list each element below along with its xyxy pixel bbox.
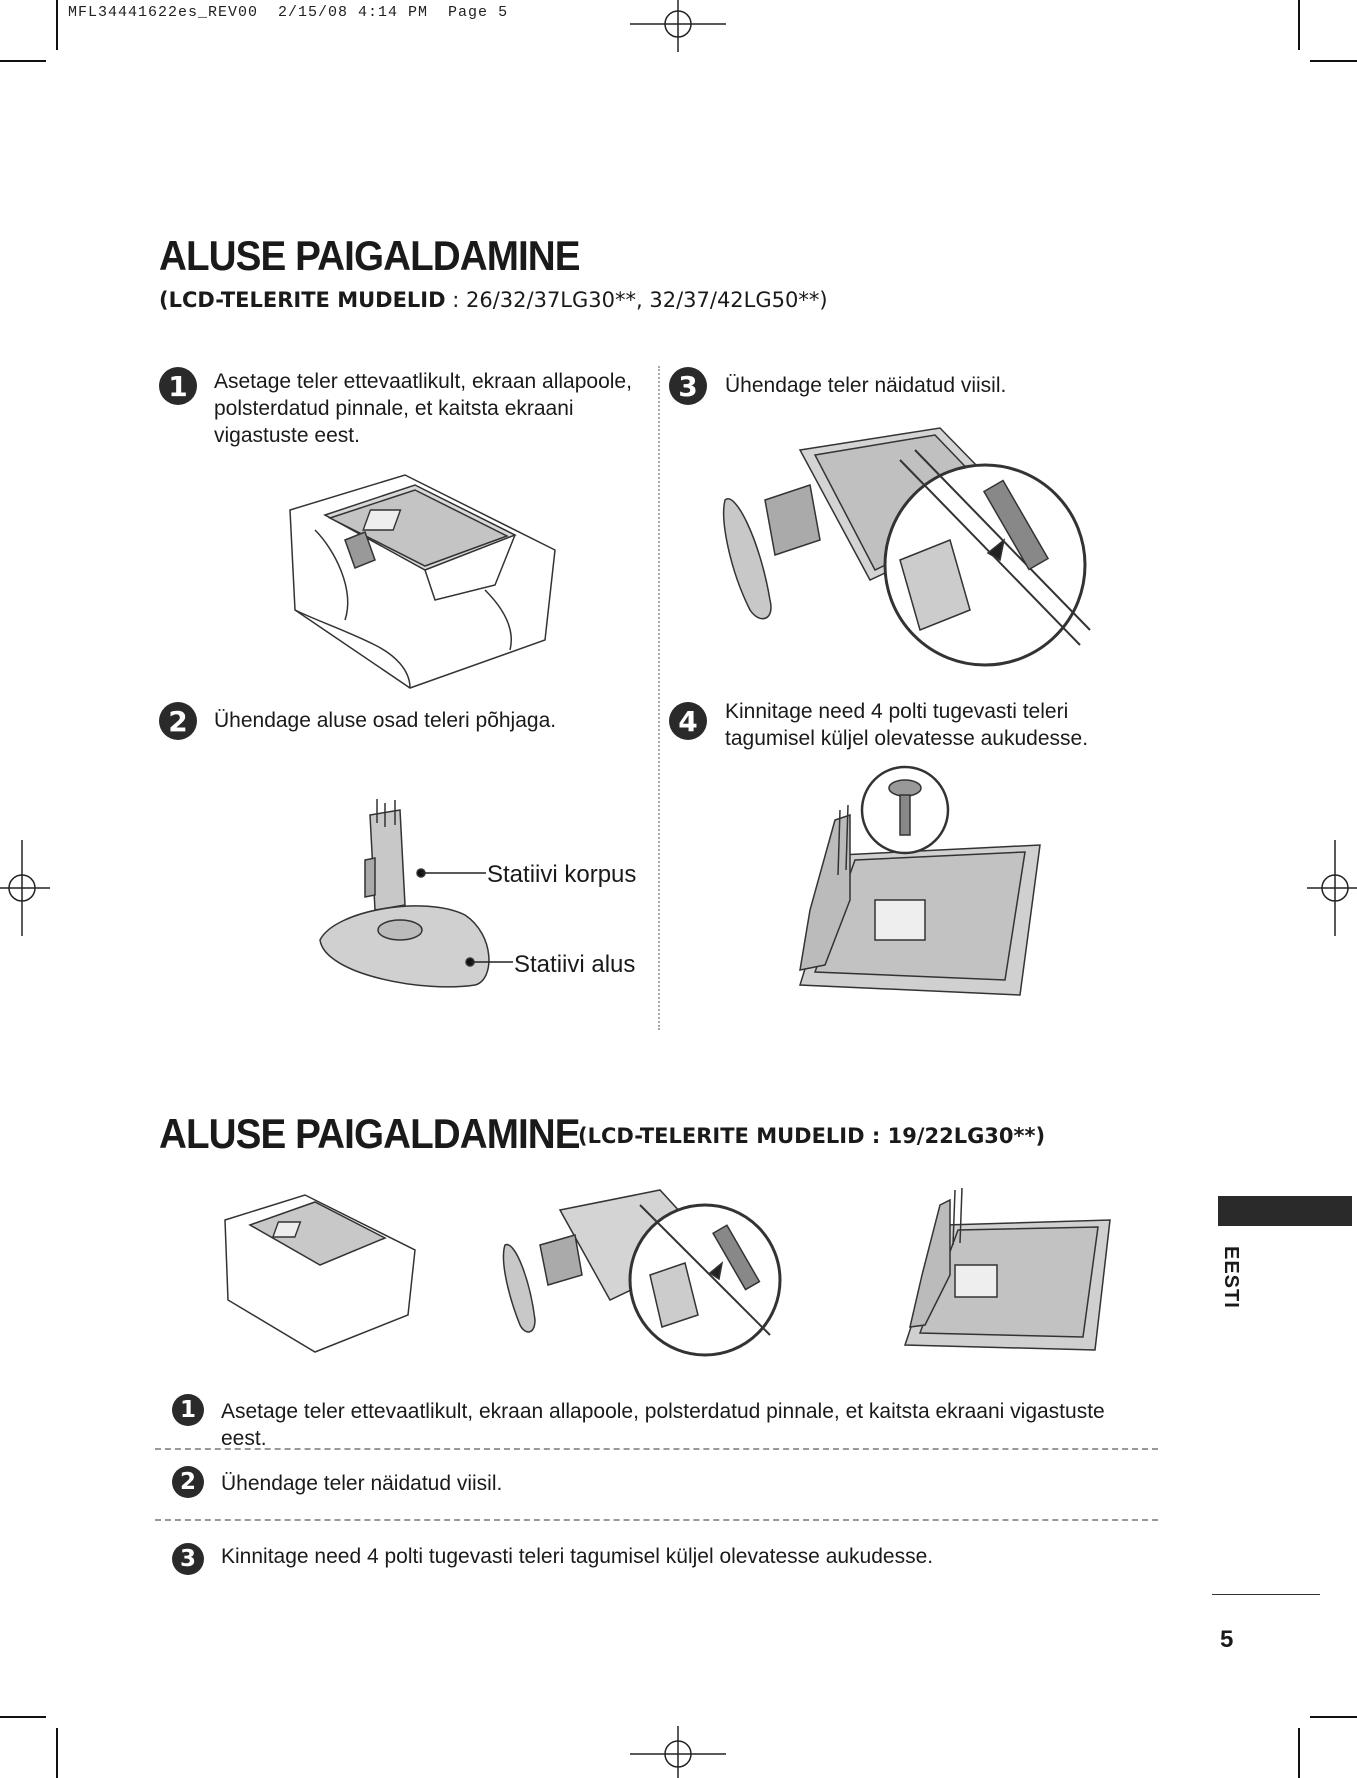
- section1-subtitle-bold: (LCD-TELERITE MUDELID: [159, 288, 446, 312]
- tv-on-cushion-illustration: [285, 470, 585, 700]
- step1-number: 1: [159, 367, 197, 405]
- language-label: EESTI: [1220, 1246, 1242, 1309]
- callout-stand-body: Statiivi korpus: [487, 861, 637, 888]
- s2-step3-number: 3: [172, 1543, 204, 1575]
- print-header: MFL34441622es_REV00 2/15/08 4:14 PM Page 5: [68, 4, 509, 21]
- divider: [155, 1448, 1158, 1450]
- section1-subtitle: [159, 288, 828, 312]
- column-divider: [658, 366, 660, 1030]
- section2-title: ALUSE PAIGALDAMINE: [159, 1110, 580, 1157]
- connect-stand-illustration: [720, 420, 1140, 680]
- screw-tv-back-illustration: [780, 760, 1060, 1010]
- divider: [155, 1519, 1158, 1521]
- s2-step2-text: Ühendage teler näidatud viisil.: [221, 1472, 503, 1495]
- section2-heading: [159, 1110, 616, 1158]
- s2-connect-stand-illustration: [500, 1185, 800, 1355]
- section1-subtitle-rest: : 26/32/37LG30**, 32/37/42LG50**): [445, 288, 828, 312]
- s2-tv-on-cushion-illustration: [220, 1190, 420, 1360]
- step4-text: Kinnitage need 4 polti tugevasti teleri tagumisel küljel olevatesse aukudesse.: [725, 700, 1089, 750]
- step4-number: 4: [669, 702, 707, 740]
- s2-step3-text: Kinnitage need 4 polti tugevasti teleri tagumisel küljel olevatesse aukudesse.: [221, 1545, 934, 1568]
- step1-text: Asetage teler ettevaatlikult, ekraan allapoole, polsterdatud pinnale, et kaitsta ekraani vigastuste eest.: [214, 370, 632, 447]
- callout-stand-base: Statiivi alus: [514, 951, 636, 978]
- s2-step2-number: 2: [172, 1466, 204, 1498]
- step3-text: Ühendage teler näidatud viisil.: [725, 374, 1007, 397]
- s2-step1-text: Asetage teler ettevaatlikult, ekraan allapoole, polsterdatud pinnale, et kaitsta ekraani vigastuste eest.: [221, 1400, 1105, 1450]
- s2-screw-tv-back-illustration: [900, 1185, 1120, 1365]
- page-number-rule: [1212, 1594, 1320, 1595]
- s2-step1-number: 1: [172, 1394, 204, 1426]
- section1-title: ALUSE PAIGALDAMINE: [159, 232, 580, 279]
- step3-number: 3: [669, 367, 707, 405]
- step2-text: Ühendage aluse osad teleri põhjaga.: [214, 709, 557, 732]
- section2-subtitle: (LCD-TELERITE MUDELID : 19/22LG30**): [578, 1124, 1046, 1148]
- language-tab: [1218, 1196, 1352, 1226]
- page-number: 5: [1220, 1626, 1234, 1653]
- step2-number: 2: [159, 702, 197, 740]
